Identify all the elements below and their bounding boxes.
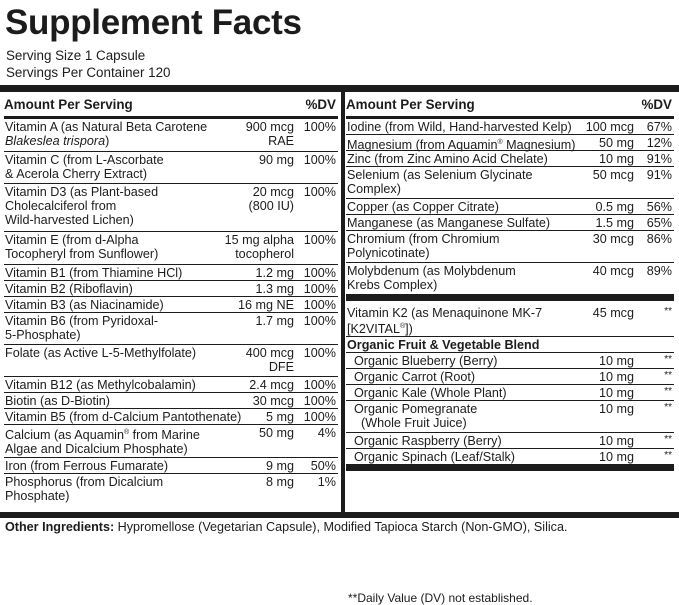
nutrient-amount: 0.5 mg [595,200,634,214]
nutrient-dv: 100% [303,282,336,296]
nutrient-row-vitamin-b3 [4,297,338,313]
nutrient-row-iron [4,458,338,474]
nutrient-amount: 45 mcg [592,306,634,320]
nutrient-name: Magnesium (from Aquamin® Magnesium) [347,138,576,153]
left-column-header [4,92,338,119]
blend-row-raspberry [346,433,674,449]
nutrient-amount: 10 mg [598,402,634,416]
nutrient-amount: 50 mg [598,136,634,150]
nutrient-dv: 1% [317,475,336,489]
other-ingredients-text: Hypromellose (Vegetarian Capsule), Modified Tapioca Starch (Non-GMO), Silica. [114,520,568,534]
blend-row-spinach [346,449,674,471]
nutrient-dv: 100% [303,410,336,424]
nutrient-row-phosphorus [4,474,338,505]
nutrient-amount: 9 mg [266,459,294,473]
nutrient-dv: 100% [303,266,336,280]
nutrient-dv: 100% [303,394,336,408]
nutrient-amount: 30 mcg [252,394,294,408]
nutrient-amount: 900 mcg RAE [245,120,294,148]
top-divider-bar [0,85,679,92]
nutrient-name: Organic Blueberry (Berry) [354,354,498,368]
nutrient-dv: 100% [303,314,336,328]
nutrient-dv: ** [664,370,672,381]
nutrient-name: Copper (as Copper Citrate) [347,200,499,214]
nutrient-amount: 5 mg [266,410,294,424]
nutrient-name: Zinc (from Zinc Amino Acid Chelate) [347,152,548,166]
dv-header: %DV [305,97,336,112]
nutrient-dv: ** [664,306,672,317]
nutrient-row-chromium [346,231,674,263]
nutrient-amount: 30 mcg [592,232,634,246]
nutrient-dv: 100% [303,153,336,167]
nutrient-name: Vitamin B3 (as Niacinamide) [5,298,164,312]
nutrient-amount: 10 mg [598,434,634,448]
nutrient-row-folate [4,345,338,377]
nutrient-amount: 90 mg [258,153,294,167]
nutrient-dv: 4% [317,426,336,440]
right-column-header [346,92,674,119]
nutrient-row-vitamin-b1 [4,265,338,281]
nutrient-name: Vitamin A (as Natural Beta Carotene Blakeslea trispora) [5,120,208,148]
nutrient-name: Organic Kale (Whole Plant) [354,386,507,400]
nutrient-dv: ** [664,450,672,461]
nutrient-name: Vitamin E (from d-Alpha Tocopheryl from Sunflower) [5,233,159,261]
nutrient-name: Organic Raspberry (Berry) [354,434,502,448]
nutrient-amount: 50 mg [258,426,294,440]
nutrient-name: Organic Pomegranate (Whole Fruit Juice) [354,402,478,430]
nutrient-dv: ** [664,402,672,413]
nutrient-row-calcium [4,425,338,458]
nutrient-name: Calcium (as Aquamin® from Marine Algae and Dicalcium Phosphate) [5,428,200,457]
nutrient-name: Selenium (as Selenium Glycinate Complex) [347,168,533,196]
nutrient-dv: 56% [646,200,672,214]
nutrient-dv: 65% [646,216,672,230]
bottom-divider-bar [0,512,679,518]
nutrient-dv: 91% [646,168,672,182]
column-divider [341,85,345,518]
nutrient-row-selenium [346,167,674,199]
nutrient-name: Molybdenum (as Molybdenum Krebs Complex) [347,264,516,292]
dv-header: %DV [641,97,672,112]
nutrient-row-zinc [346,151,674,167]
nutrient-dv: ** [664,434,672,445]
amount-per-serving-header: Amount Per Serving [4,97,133,112]
nutrient-name: Vitamin B12 (as Methylcobalamin) [5,378,196,392]
nutrient-amount: 20 mcg (800 IU) [248,185,294,213]
nutrient-dv: 50% [310,459,336,473]
serving-size: Serving Size 1 Capsule [6,48,146,63]
nutrient-name: Vitamin B1 (from Thiamine HCl) [5,266,183,280]
blend-header-row [346,337,674,353]
nutrient-amount: 10 mg [598,354,634,368]
nutrient-dv: 100% [303,233,336,247]
nutrient-row-vitamin-k2 [346,301,674,337]
nutrient-row-vitamin-b12 [4,377,338,393]
nutrient-row-vitamin-b6 [4,313,338,345]
nutrient-dv: 100% [303,120,336,134]
nutrient-row-iodine [346,119,674,135]
blend-row-carrot [346,369,674,385]
nutrient-row-vitamin-e [4,232,338,265]
blend-name: Organic Fruit & Vegetable Blend [347,338,540,352]
nutrient-name: Iodine (from Wild, Hand-harvested Kelp) [347,120,572,134]
nutrient-amount: 1.3 mg [255,282,294,296]
nutrient-amount: 8 mg [266,475,294,489]
nutrient-amount: 10 mg [598,370,634,384]
nutrient-name: Vitamin K2 (as Menaquinone MK-7 [K2VITAL®]) [347,306,543,337]
nutrient-dv: 100% [303,185,336,199]
blend-row-blueberry [346,353,674,369]
nutrient-dv: 100% [303,346,336,360]
nutrient-name: Vitamin C (from L-Ascorbate & Acerola Cherry Extract) [5,153,164,181]
nutrient-row-molybdenum [346,263,674,301]
nutrient-name: Vitamin B5 (from d-Calcium Pantothenate) [5,410,242,424]
nutrient-dv: 100% [303,298,336,312]
nutrient-amount: 10 mg [598,152,634,166]
nutrient-name: Vitamin B6 (from Pyridoxal- 5-Phosphate) [5,314,159,342]
nutrient-name: Organic Spinach (Leaf/Stalk) [354,450,516,464]
nutrient-row-vitamin-b5 [4,409,338,425]
nutrient-name: Phosphorus (from Dicalcium Phosphate) [5,475,164,503]
nutrient-name: Vitamin D3 (as Plant-based Cholecalciferol from Wild-harvested Lichen) [5,185,159,227]
nutrient-amount: 40 mcg [592,264,634,278]
nutrient-dv: 67% [646,120,672,134]
nutrient-amount: 2.4 mcg [249,378,294,392]
nutrient-amount: 100 mcg [585,120,634,134]
nutrient-row-vitamin-d3 [4,184,338,232]
nutrient-name: Biotin (as D-Biotin) [5,394,110,408]
nutrient-amount: 16 mg NE [238,298,294,312]
nutrient-name: Iron (from Ferrous Fumarate) [5,459,169,473]
nutrient-amount: 15 mg alpha tocopherol [224,233,294,261]
nutrient-amount: 1.7 mg [255,314,294,328]
nutrient-row-vitamin-b2 [4,281,338,297]
nutrient-row-magnesium [346,135,674,151]
dv-footnote: **Daily Value (DV) not established. [348,591,533,605]
servings-per-container: Servings Per Container 120 [6,65,171,80]
nutrient-row-manganese [346,215,674,231]
nutrient-row-biotin [4,393,338,409]
other-ingredients [5,520,568,535]
nutrient-row-copper [346,199,674,215]
nutrient-name: Manganese (as Manganese Sulfate) [347,216,551,230]
nutrient-name: Chromium (from Chromium Polynicotinate) [347,232,500,260]
nutrient-dv: 89% [646,264,672,278]
nutrient-row-vitamin-a [4,119,338,152]
nutrient-name: Vitamin B2 (Riboflavin) [5,282,133,296]
nutrient-amount: 10 mg [598,386,634,400]
blend-row-pomegranate [346,401,674,433]
amount-per-serving-header: Amount Per Serving [346,97,475,112]
label-title: Supplement Facts [5,3,302,42]
nutrient-dv: 12% [646,136,672,150]
nutrient-dv: ** [664,386,672,397]
nutrient-dv: 91% [646,152,672,166]
nutrient-amount: 400 mcg DFE [245,346,294,374]
nutrient-amount: 1.5 mg [595,216,634,230]
nutrient-amount: 50 mcg [592,168,634,182]
left-nutrient-column [4,92,338,505]
right-nutrient-column [346,92,674,605]
nutrient-dv: 86% [646,232,672,246]
nutrient-name: Organic Carrot (Root) [354,370,476,384]
nutrient-row-vitamin-c [4,152,338,184]
nutrient-dv: 100% [303,378,336,392]
blend-row-kale [346,385,674,401]
nutrient-dv: ** [664,354,672,365]
nutrient-amount: 10 mg [598,450,634,464]
nutrient-name: Folate (as Active L-5-Methylfolate) [5,346,197,360]
other-ingredients-label: Other Ingredients: [5,520,115,534]
nutrient-amount: 1.2 mg [255,266,294,280]
